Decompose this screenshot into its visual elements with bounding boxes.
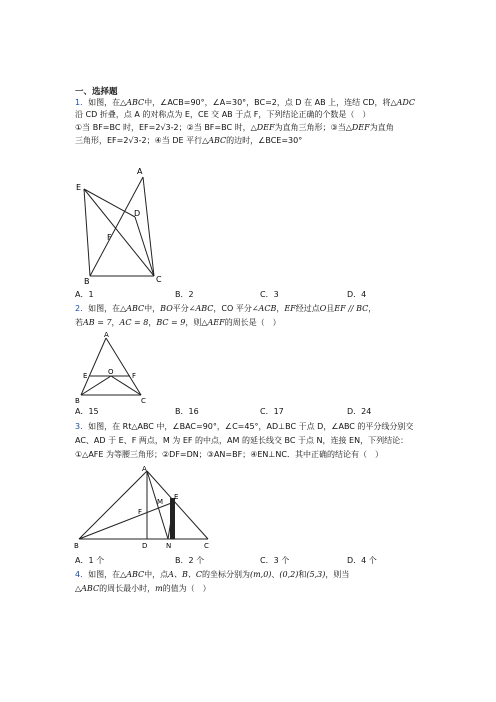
- q3-seg-ab: [79, 471, 147, 539]
- q3-line1: 3．如图，在 Rt△ABC 中，∠BAC=90°，∠C=45°，AD⊥BC 于点 D，∠ABC 的平分线分别交: [75, 422, 414, 431]
- q1-number: 1．: [75, 98, 89, 107]
- q1-line2: 沿 CD 折叠，点 A 的对称点为 E，CE 交 AB 于点 F，下列结论正确的个数是（ ）: [75, 110, 371, 119]
- q3-label-b: B: [74, 542, 79, 550]
- q2-seg-ab: [81, 338, 106, 395]
- q3-line3: ①△AFE 为等腰三角形；②DF=DN；③AN=BF；④EN⊥NC．其中正确的结论有（ ）: [75, 450, 383, 459]
- q3-label-a: A: [142, 465, 147, 473]
- q1-option-a[interactable]: A．1: [75, 290, 94, 299]
- q2-seg-co: [111, 376, 141, 395]
- q3-option-c[interactable]: C．3 个: [260, 556, 290, 565]
- q3-label-d: D: [142, 542, 148, 550]
- q1-seg-eb: [84, 189, 90, 276]
- q1-line1: 1．如图，在△ABC中，∠ACB=90°，∠A=30°，BC=2，点 D 在 AB 上，连结 CD，将△ADC: [75, 98, 415, 107]
- q2-line2: 若AB = 7，AC = 8，BC = 9，则△AEF的周长是（ ）: [75, 318, 281, 327]
- q2-line1: 2．如图，在△ABC中，BO平分∠ABC，CO 平分∠ACB，EF经过点O且EF // BC，: [75, 304, 377, 313]
- q3-seg-be: [79, 502, 174, 539]
- q1-line3: ①当 BF=BC 时，EF=2√3-2；②当 BF=BC 时，△DEF为直角三角形；③当△DEF为直角: [75, 123, 394, 132]
- section-title: 一、选择题: [75, 87, 118, 97]
- q2-label-a: A: [104, 331, 109, 339]
- q3-option-a[interactable]: A．1 个: [75, 556, 105, 565]
- q3-label-n: N: [166, 542, 172, 550]
- q2-label-c: C: [141, 397, 146, 405]
- q1-option-d[interactable]: D．4: [347, 290, 367, 299]
- q4-number: 4．: [75, 570, 89, 579]
- q3-option-b[interactable]: B．2 个: [175, 556, 205, 565]
- q4-line2: △ABC的周长最小时，m的值为（ ）: [75, 584, 211, 593]
- q1-label-f: F: [107, 233, 112, 242]
- q2-number: 2．: [75, 304, 89, 313]
- q2-option-b[interactable]: B．16: [175, 407, 199, 416]
- q3-figure: [70, 464, 220, 554]
- q1-seg-ed: [84, 189, 135, 217]
- q2-label-b: B: [75, 397, 80, 405]
- q1-label-d: D: [134, 209, 141, 218]
- q3-label-f: F: [138, 508, 143, 516]
- q3-line2: AC、AD 于 E、F 两点，M 为 EF 的中点，AM 的延长线交 BC 于点 N，连接 EN，下列结论：: [75, 436, 409, 445]
- q1-option-b[interactable]: B．2: [175, 290, 194, 299]
- q2-figure: [75, 330, 155, 405]
- q2-option-a[interactable]: A．15: [75, 407, 99, 416]
- q3-label-c: C: [204, 542, 209, 550]
- q2-option-d[interactable]: D．24: [347, 407, 372, 416]
- q1-figure: [70, 160, 180, 285]
- q2-label-e: E: [83, 372, 88, 380]
- q3-label-e: E: [174, 493, 179, 501]
- q3-option-d[interactable]: D．4 个: [347, 556, 377, 565]
- q1-label-e: E: [76, 183, 82, 192]
- q3-label-m: M: [157, 498, 164, 506]
- q2-label-o: O: [108, 368, 114, 376]
- q1-label-a: A: [137, 167, 143, 176]
- q3-en-bar: [170, 498, 175, 539]
- q1-label-b: B: [84, 277, 90, 285]
- q2-option-c[interactable]: C．17: [260, 407, 284, 416]
- q3-number: 3．: [75, 422, 89, 431]
- q2-label-f: F: [132, 372, 137, 380]
- q2-seg-ac: [106, 338, 141, 395]
- q1-seg-ec: [84, 189, 154, 276]
- q1-seg-ac: [143, 177, 154, 276]
- q4-line1: 4．如图，在△ABC中，点A、B、C的坐标分别为(m,0)、(0,2)和(5,3)，则当: [75, 570, 350, 579]
- q1-label-c: C: [156, 275, 162, 284]
- q1-option-c[interactable]: C．3: [260, 290, 279, 299]
- q1-seg-ab: [90, 177, 143, 276]
- q1-line4: 三角形，EF=2√3-2；④当 DE 平行△ABC的边时，∠BCE=30°: [75, 136, 303, 145]
